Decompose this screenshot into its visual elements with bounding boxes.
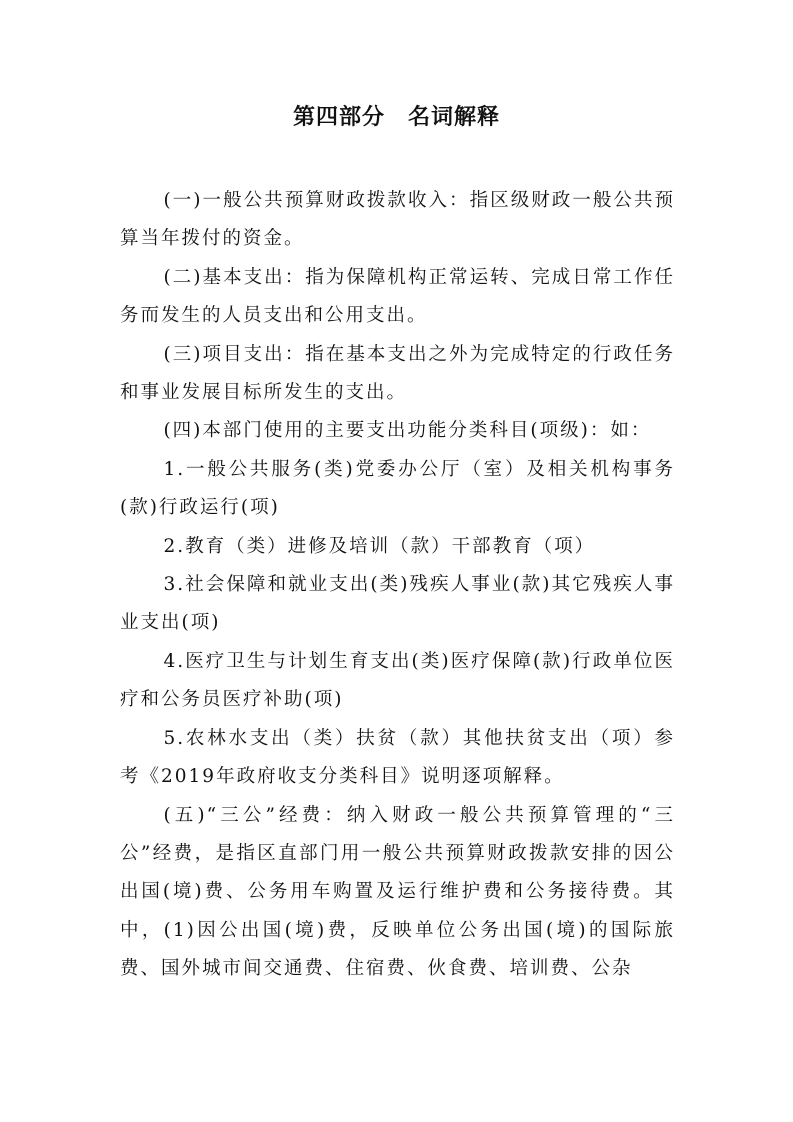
paragraph-item-1: 1.一般公共服务(类)党委办公厅（室）及相关机构事务(款)行政运行(项)	[120, 458, 675, 519]
page-title: 第四部分 名词解释	[292, 105, 500, 130]
paragraph-item-5: 5.农林水支出（类）扶贫（款）其他扶贫支出（项）参考《2019年政府收支分类科目》说明逐项解释。	[120, 727, 675, 788]
paragraph-item-2: 2.教育（类）进修及培训（款）干部教育（项）	[163, 535, 596, 557]
paragraph-project-expenditure: (三)项目支出：指在基本支出之外为完成特定的行政任务和事业发展目标所发生的支出。	[120, 343, 675, 404]
paragraph-function-classification: (四)本部门使用的主要支出功能分类科目(项级)：如：	[163, 420, 652, 442]
document-body	[120, 182, 675, 989]
paragraph-general-budget-revenue: (一)一般公共预算财政拨款收入：指区级财政一般公共预算当年拨付的资金。	[120, 190, 675, 250]
paragraph-three-public-expenses: (五)“三公”经费：纳入财政一般公共预算管理的“三公”经费，是指区直部门用一般公共预算财政拨款安排的因公出国(境)费、公务用车购置及运行维护费和公务接待费。其中，(1)因公出国(境)费，反映单位公务出国(境)的国际旅费、国外城市间交通费、住宿费、伙食费、培训费、公杂	[120, 804, 675, 980]
paragraph-item-4: 4.医疗卫生与计划生育支出(类)医疗保障(款)行政单位医疗和公务员医疗补助(项)	[120, 650, 675, 711]
paragraph-item-3: 3.社会保障和就业支出(类)残疾人事业(款)其它残疾人事业支出(项)	[120, 574, 675, 634]
paragraph-basic-expenditure: (二)基本支出：指为保障机构正常运转、完成日常工作任务而发生的人员支出和公用支出。	[120, 266, 675, 327]
